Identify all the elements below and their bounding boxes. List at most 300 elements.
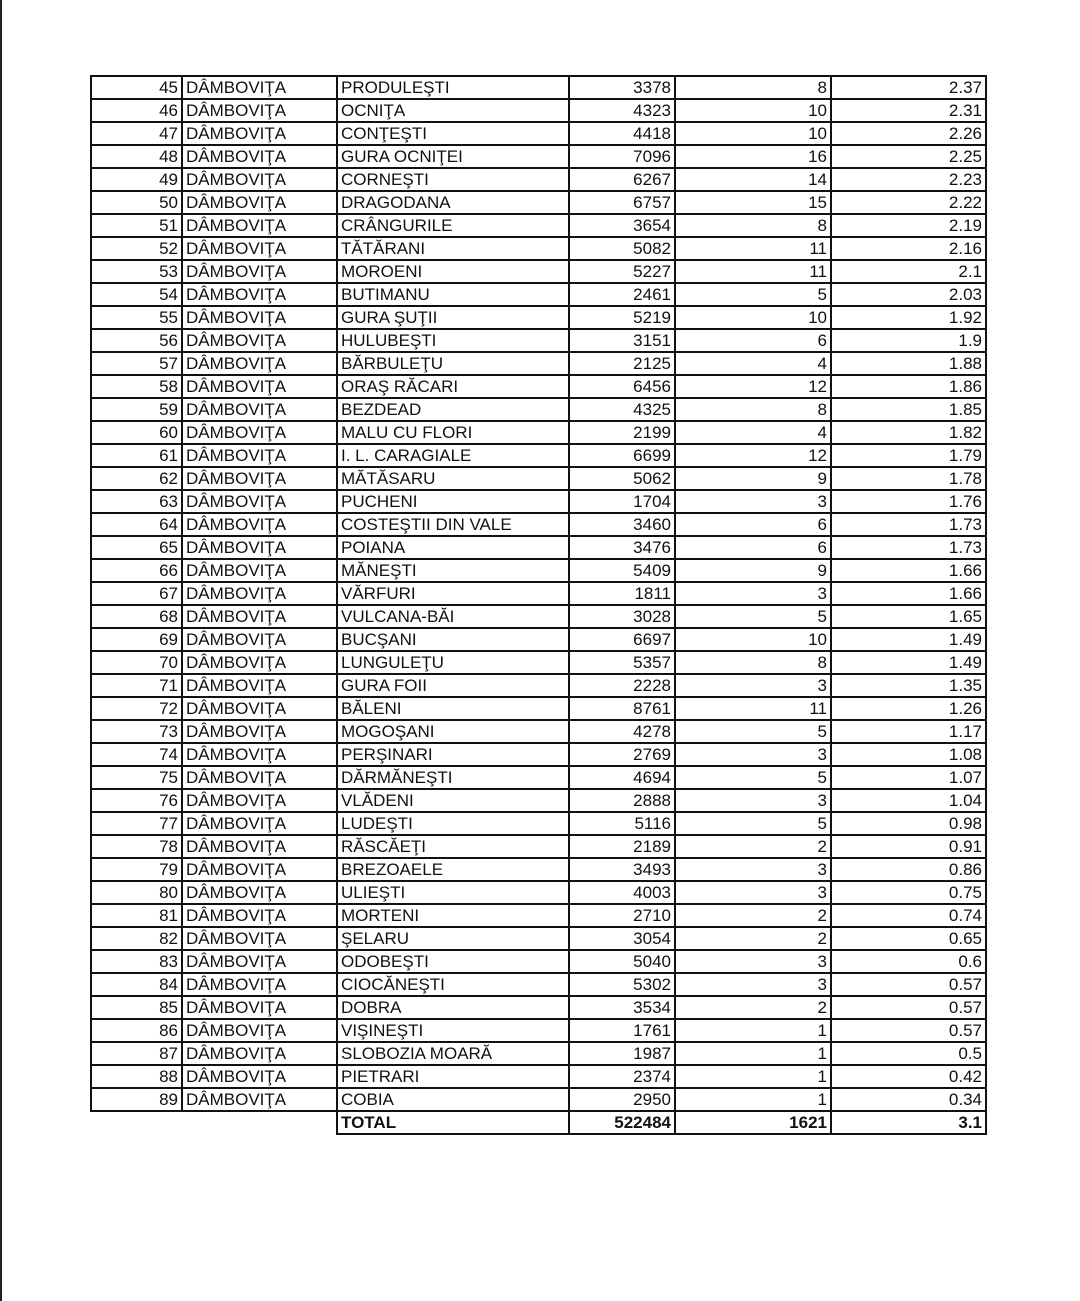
locality-cell: ODOBEŞTI xyxy=(337,950,569,973)
locality-cell: GURA ŞUŢII xyxy=(337,306,569,329)
table-row xyxy=(91,1042,986,1065)
row-number: 57 xyxy=(91,352,182,375)
count-cell: 16 xyxy=(675,145,831,168)
locality-cell: MOGOŞANI xyxy=(337,720,569,743)
population-cell: 2374 xyxy=(569,1065,675,1088)
table-row xyxy=(91,421,986,444)
table-row xyxy=(91,352,986,375)
locality-cell: GURA OCNIŢEI xyxy=(337,145,569,168)
population-cell: 3534 xyxy=(569,996,675,1019)
rate-cell: 0.98 xyxy=(831,812,986,835)
table-row xyxy=(91,1065,986,1088)
locality-cell: PRODULEŞTI xyxy=(337,76,569,99)
population-cell: 5409 xyxy=(569,559,675,582)
row-number: 84 xyxy=(91,973,182,996)
locality-cell: BĂLENI xyxy=(337,697,569,720)
county-cell: DÂMBOVIŢA xyxy=(182,651,337,674)
count-cell: 5 xyxy=(675,720,831,743)
locality-cell: MALU CU FLORI xyxy=(337,421,569,444)
population-cell: 3378 xyxy=(569,76,675,99)
county-cell: DÂMBOVIŢA xyxy=(182,306,337,329)
population-cell: 2461 xyxy=(569,283,675,306)
county-cell: DÂMBOVIŢA xyxy=(182,490,337,513)
table-row xyxy=(91,490,986,513)
locality-cell: RĂSCĂEŢI xyxy=(337,835,569,858)
locality-cell: DRAGODANA xyxy=(337,191,569,214)
count-cell: 11 xyxy=(675,697,831,720)
total-rate: 3.1 xyxy=(831,1111,986,1134)
count-cell: 9 xyxy=(675,467,831,490)
row-number: 88 xyxy=(91,1065,182,1088)
row-number: 89 xyxy=(91,1088,182,1111)
row-number: 55 xyxy=(91,306,182,329)
count-cell: 1 xyxy=(675,1088,831,1111)
table-row xyxy=(91,145,986,168)
row-number: 56 xyxy=(91,329,182,352)
table-row xyxy=(91,1019,986,1042)
table-row xyxy=(91,812,986,835)
population-cell: 1761 xyxy=(569,1019,675,1042)
count-cell: 9 xyxy=(675,559,831,582)
row-number: 58 xyxy=(91,375,182,398)
county-cell: DÂMBOVIŢA xyxy=(182,789,337,812)
county-cell: DÂMBOVIŢA xyxy=(182,168,337,191)
locality-cell: HULUBEŞTI xyxy=(337,329,569,352)
row-number: 83 xyxy=(91,950,182,973)
locality-cell: VIŞINEŞTI xyxy=(337,1019,569,1042)
county-cell: DÂMBOVIŢA xyxy=(182,927,337,950)
county-cell: DÂMBOVIŢA xyxy=(182,467,337,490)
row-number: 67 xyxy=(91,582,182,605)
count-cell: 10 xyxy=(675,122,831,145)
population-cell: 5040 xyxy=(569,950,675,973)
count-cell: 12 xyxy=(675,444,831,467)
population-cell: 3460 xyxy=(569,513,675,536)
population-cell: 6267 xyxy=(569,168,675,191)
locality-cell: MOROENI xyxy=(337,260,569,283)
row-number: 54 xyxy=(91,283,182,306)
table-row xyxy=(91,651,986,674)
county-cell: DÂMBOVIŢA xyxy=(182,950,337,973)
population-cell: 1811 xyxy=(569,582,675,605)
rate-cell: 0.91 xyxy=(831,835,986,858)
county-cell: DÂMBOVIŢA xyxy=(182,697,337,720)
rate-cell: 0.86 xyxy=(831,858,986,881)
population-cell: 2228 xyxy=(569,674,675,697)
population-cell: 2710 xyxy=(569,904,675,927)
county-cell: DÂMBOVIŢA xyxy=(182,743,337,766)
count-cell: 3 xyxy=(675,789,831,812)
rate-cell: 0.34 xyxy=(831,1088,986,1111)
population-cell: 4418 xyxy=(569,122,675,145)
population-cell: 2199 xyxy=(569,421,675,444)
county-cell: DÂMBOVIŢA xyxy=(182,559,337,582)
row-number: 52 xyxy=(91,237,182,260)
locality-cell: DĂRMĂNEŞTI xyxy=(337,766,569,789)
row-number: 81 xyxy=(91,904,182,927)
rate-cell: 1.08 xyxy=(831,743,986,766)
county-cell: DÂMBOVIŢA xyxy=(182,421,337,444)
locality-cell: COBIA xyxy=(337,1088,569,1111)
empty-cell xyxy=(91,1111,182,1134)
row-number: 72 xyxy=(91,697,182,720)
locality-cell: VULCANA-BĂI xyxy=(337,605,569,628)
rate-cell: 1.65 xyxy=(831,605,986,628)
rate-cell: 2.19 xyxy=(831,214,986,237)
population-cell: 8761 xyxy=(569,697,675,720)
population-cell: 5116 xyxy=(569,812,675,835)
population-cell: 2189 xyxy=(569,835,675,858)
table-row xyxy=(91,605,986,628)
table-row xyxy=(91,628,986,651)
county-cell: DÂMBOVIŢA xyxy=(182,329,337,352)
locality-cell: COSTEŞTII DIN VALE xyxy=(337,513,569,536)
empty-cell xyxy=(182,1111,337,1134)
count-cell: 1 xyxy=(675,1019,831,1042)
population-cell: 4323 xyxy=(569,99,675,122)
county-cell: DÂMBOVIŢA xyxy=(182,1042,337,1065)
row-number: 79 xyxy=(91,858,182,881)
rate-cell: 1.92 xyxy=(831,306,986,329)
row-number: 46 xyxy=(91,99,182,122)
locality-cell: MORTENI xyxy=(337,904,569,927)
county-cell: DÂMBOVIŢA xyxy=(182,260,337,283)
county-cell: DÂMBOVIŢA xyxy=(182,1019,337,1042)
row-number: 71 xyxy=(91,674,182,697)
locality-cell: LUNGULEŢU xyxy=(337,651,569,674)
row-number: 45 xyxy=(91,76,182,99)
county-cell: DÂMBOVIŢA xyxy=(182,1065,337,1088)
rate-cell: 2.22 xyxy=(831,191,986,214)
population-cell: 6699 xyxy=(569,444,675,467)
count-cell: 2 xyxy=(675,996,831,1019)
county-cell: DÂMBOVIŢA xyxy=(182,881,337,904)
table-row xyxy=(91,697,986,720)
rate-cell: 2.03 xyxy=(831,283,986,306)
total-row xyxy=(91,1111,986,1134)
population-cell: 3476 xyxy=(569,536,675,559)
table-row xyxy=(91,720,986,743)
county-cell: DÂMBOVIŢA xyxy=(182,398,337,421)
population-cell: 2125 xyxy=(569,352,675,375)
count-cell: 6 xyxy=(675,536,831,559)
table-row xyxy=(91,927,986,950)
county-cell: DÂMBOVIŢA xyxy=(182,1088,337,1111)
county-cell: DÂMBOVIŢA xyxy=(182,973,337,996)
table-row xyxy=(91,76,986,99)
row-number: 69 xyxy=(91,628,182,651)
locality-cell: BĂRBULEŢU xyxy=(337,352,569,375)
county-cell: DÂMBOVIŢA xyxy=(182,766,337,789)
rate-cell: 2.23 xyxy=(831,168,986,191)
population-cell: 6697 xyxy=(569,628,675,651)
rate-cell: 1.73 xyxy=(831,536,986,559)
rate-cell: 1.07 xyxy=(831,766,986,789)
county-cell: DÂMBOVIŢA xyxy=(182,812,337,835)
population-cell: 3028 xyxy=(569,605,675,628)
population-cell: 2950 xyxy=(569,1088,675,1111)
count-cell: 11 xyxy=(675,237,831,260)
rate-cell: 0.57 xyxy=(831,1019,986,1042)
count-cell: 3 xyxy=(675,490,831,513)
row-number: 48 xyxy=(91,145,182,168)
table-row xyxy=(91,306,986,329)
county-cell: DÂMBOVIŢA xyxy=(182,352,337,375)
population-cell: 6757 xyxy=(569,191,675,214)
population-cell: 5082 xyxy=(569,237,675,260)
count-cell: 8 xyxy=(675,398,831,421)
locality-cell: ULIEŞTI xyxy=(337,881,569,904)
rate-cell: 1.35 xyxy=(831,674,986,697)
count-cell: 10 xyxy=(675,306,831,329)
rate-cell: 0.6 xyxy=(831,950,986,973)
table-row xyxy=(91,835,986,858)
population-cell: 5302 xyxy=(569,973,675,996)
population-cell: 1704 xyxy=(569,490,675,513)
county-cell: DÂMBOVIŢA xyxy=(182,122,337,145)
locality-cell: TĂTĂRANI xyxy=(337,237,569,260)
rate-cell: 0.75 xyxy=(831,881,986,904)
row-number: 87 xyxy=(91,1042,182,1065)
count-cell: 2 xyxy=(675,835,831,858)
table-row xyxy=(91,674,986,697)
count-cell: 8 xyxy=(675,651,831,674)
locality-cell: CONŢEŞTI xyxy=(337,122,569,145)
locality-cell: I. L. CARAGIALE xyxy=(337,444,569,467)
row-number: 53 xyxy=(91,260,182,283)
county-cell: DÂMBOVIŢA xyxy=(182,191,337,214)
locality-cell: VĂRFURI xyxy=(337,582,569,605)
rate-cell: 1.88 xyxy=(831,352,986,375)
count-cell: 3 xyxy=(675,674,831,697)
population-cell: 7096 xyxy=(569,145,675,168)
rate-cell: 2.1 xyxy=(831,260,986,283)
locality-cell: OCNIŢA xyxy=(337,99,569,122)
table-row xyxy=(91,881,986,904)
row-number: 66 xyxy=(91,559,182,582)
table-row xyxy=(91,467,986,490)
table-row xyxy=(91,99,986,122)
rate-cell: 1.86 xyxy=(831,375,986,398)
rate-cell: 2.31 xyxy=(831,99,986,122)
count-cell: 2 xyxy=(675,904,831,927)
table-row xyxy=(91,950,986,973)
population-cell: 5062 xyxy=(569,467,675,490)
count-cell: 6 xyxy=(675,329,831,352)
table-row xyxy=(91,214,986,237)
row-number: 64 xyxy=(91,513,182,536)
population-cell: 5227 xyxy=(569,260,675,283)
table-row xyxy=(91,559,986,582)
table-row xyxy=(91,444,986,467)
county-cell: DÂMBOVIŢA xyxy=(182,76,337,99)
count-cell: 3 xyxy=(675,743,831,766)
population-cell: 3654 xyxy=(569,214,675,237)
count-cell: 4 xyxy=(675,421,831,444)
county-cell: DÂMBOVIŢA xyxy=(182,375,337,398)
county-cell: DÂMBOVIŢA xyxy=(182,99,337,122)
table-row xyxy=(91,283,986,306)
row-number: 75 xyxy=(91,766,182,789)
table-row xyxy=(91,329,986,352)
table-row xyxy=(91,582,986,605)
population-cell: 4325 xyxy=(569,398,675,421)
rate-cell: 2.26 xyxy=(831,122,986,145)
count-cell: 4 xyxy=(675,352,831,375)
rate-cell: 0.65 xyxy=(831,927,986,950)
county-cell: DÂMBOVIŢA xyxy=(182,674,337,697)
row-number: 82 xyxy=(91,927,182,950)
page-edge-line xyxy=(0,0,2,1301)
count-cell: 12 xyxy=(675,375,831,398)
count-cell: 8 xyxy=(675,76,831,99)
locality-cell: DOBRA xyxy=(337,996,569,1019)
count-cell: 10 xyxy=(675,99,831,122)
rate-cell: 2.37 xyxy=(831,76,986,99)
count-cell: 5 xyxy=(675,766,831,789)
locality-cell: CORNEŞTI xyxy=(337,168,569,191)
row-number: 63 xyxy=(91,490,182,513)
locality-cell: POIANA xyxy=(337,536,569,559)
locality-cell: LUDEŞTI xyxy=(337,812,569,835)
count-cell: 2 xyxy=(675,927,831,950)
table-row xyxy=(91,191,986,214)
count-cell: 5 xyxy=(675,283,831,306)
rate-cell: 1.78 xyxy=(831,467,986,490)
table-row xyxy=(91,237,986,260)
rate-cell: 0.74 xyxy=(831,904,986,927)
table-body xyxy=(91,76,986,1111)
rate-cell: 1.26 xyxy=(831,697,986,720)
count-cell: 1 xyxy=(675,1065,831,1088)
county-cell: DÂMBOVIŢA xyxy=(182,628,337,651)
rate-cell: 1.17 xyxy=(831,720,986,743)
county-cell: DÂMBOVIŢA xyxy=(182,605,337,628)
county-cell: DÂMBOVIŢA xyxy=(182,536,337,559)
table-row xyxy=(91,858,986,881)
population-cell: 1987 xyxy=(569,1042,675,1065)
count-cell: 8 xyxy=(675,214,831,237)
county-cell: DÂMBOVIŢA xyxy=(182,145,337,168)
locality-cell: VLĂDENI xyxy=(337,789,569,812)
rate-cell: 2.25 xyxy=(831,145,986,168)
county-cell: DÂMBOVIŢA xyxy=(182,904,337,927)
rate-cell: 0.42 xyxy=(831,1065,986,1088)
row-number: 60 xyxy=(91,421,182,444)
locality-cell: PIETRARI xyxy=(337,1065,569,1088)
population-cell: 4003 xyxy=(569,881,675,904)
row-number: 85 xyxy=(91,996,182,1019)
rate-cell: 0.57 xyxy=(831,973,986,996)
rate-cell: 1.85 xyxy=(831,398,986,421)
rate-cell: 1.79 xyxy=(831,444,986,467)
population-cell: 4278 xyxy=(569,720,675,743)
locality-cell: MĂNEŞTI xyxy=(337,559,569,582)
rate-cell: 1.49 xyxy=(831,651,986,674)
population-cell: 6456 xyxy=(569,375,675,398)
count-cell: 3 xyxy=(675,881,831,904)
row-number: 65 xyxy=(91,536,182,559)
table-row xyxy=(91,743,986,766)
table-row xyxy=(91,536,986,559)
locality-cell: PUCHENI xyxy=(337,490,569,513)
count-cell: 5 xyxy=(675,605,831,628)
row-number: 49 xyxy=(91,168,182,191)
count-cell: 3 xyxy=(675,582,831,605)
table-row xyxy=(91,973,986,996)
localities-table xyxy=(90,75,987,1135)
count-cell: 3 xyxy=(675,973,831,996)
row-number: 51 xyxy=(91,214,182,237)
rate-cell: 0.5 xyxy=(831,1042,986,1065)
row-number: 74 xyxy=(91,743,182,766)
table-row xyxy=(91,260,986,283)
locality-cell: GURA FOII xyxy=(337,674,569,697)
count-cell: 6 xyxy=(675,513,831,536)
count-cell: 14 xyxy=(675,168,831,191)
county-cell: DÂMBOVIŢA xyxy=(182,858,337,881)
rate-cell: 0.57 xyxy=(831,996,986,1019)
county-cell: DÂMBOVIŢA xyxy=(182,237,337,260)
locality-cell: MĂTĂSARU xyxy=(337,467,569,490)
total-count: 1621 xyxy=(675,1111,831,1134)
locality-cell: BREZOAELE xyxy=(337,858,569,881)
count-cell: 1 xyxy=(675,1042,831,1065)
table-row xyxy=(91,122,986,145)
row-number: 77 xyxy=(91,812,182,835)
row-number: 50 xyxy=(91,191,182,214)
rate-cell: 1.76 xyxy=(831,490,986,513)
count-cell: 10 xyxy=(675,628,831,651)
table-row xyxy=(91,766,986,789)
population-cell: 4694 xyxy=(569,766,675,789)
rate-cell: 1.73 xyxy=(831,513,986,536)
table-row xyxy=(91,1088,986,1111)
row-number: 78 xyxy=(91,835,182,858)
row-number: 47 xyxy=(91,122,182,145)
population-cell: 5357 xyxy=(569,651,675,674)
table-row xyxy=(91,375,986,398)
county-cell: DÂMBOVIŢA xyxy=(182,444,337,467)
count-cell: 3 xyxy=(675,950,831,973)
population-cell: 3151 xyxy=(569,329,675,352)
locality-cell: BEZDEAD xyxy=(337,398,569,421)
population-cell: 2769 xyxy=(569,743,675,766)
population-cell: 5219 xyxy=(569,306,675,329)
rate-cell: 1.9 xyxy=(831,329,986,352)
row-number: 86 xyxy=(91,1019,182,1042)
row-number: 59 xyxy=(91,398,182,421)
county-cell: DÂMBOVIŢA xyxy=(182,720,337,743)
table-row xyxy=(91,168,986,191)
locality-cell: BUTIMANU xyxy=(337,283,569,306)
table-row xyxy=(91,513,986,536)
row-number: 80 xyxy=(91,881,182,904)
rate-cell: 1.82 xyxy=(831,421,986,444)
table-row xyxy=(91,996,986,1019)
county-cell: DÂMBOVIŢA xyxy=(182,283,337,306)
count-cell: 15 xyxy=(675,191,831,214)
count-cell: 11 xyxy=(675,260,831,283)
county-cell: DÂMBOVIŢA xyxy=(182,835,337,858)
row-number: 73 xyxy=(91,720,182,743)
county-cell: DÂMBOVIŢA xyxy=(182,214,337,237)
rate-cell: 1.66 xyxy=(831,582,986,605)
county-cell: DÂMBOVIŢA xyxy=(182,582,337,605)
rate-cell: 2.16 xyxy=(831,237,986,260)
table-row xyxy=(91,904,986,927)
county-cell: DÂMBOVIŢA xyxy=(182,513,337,536)
